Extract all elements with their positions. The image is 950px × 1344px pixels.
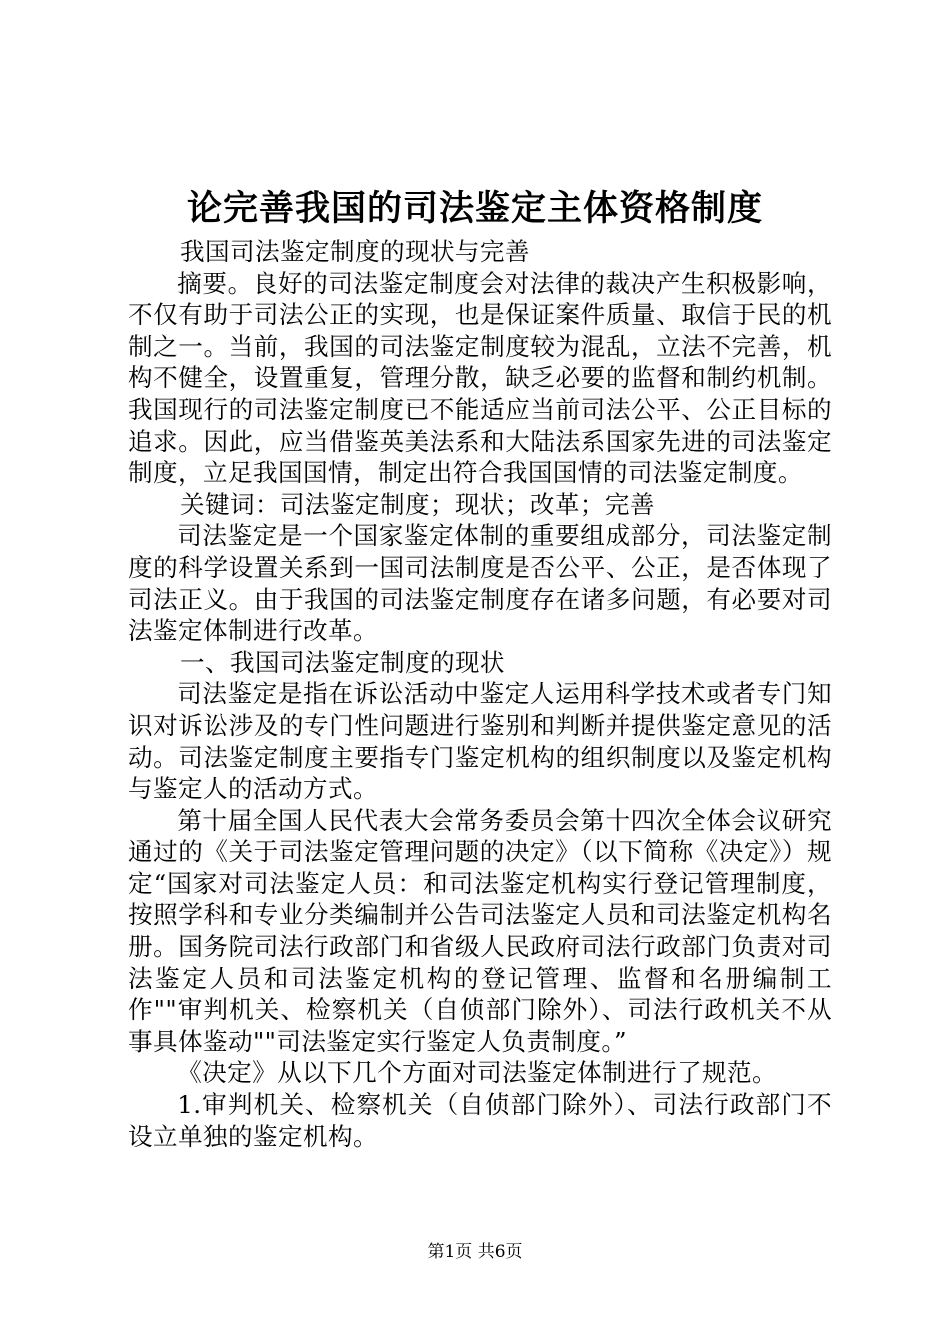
list-item: 1.审判机关、检察机关（自侦部门除外）、司法行政部门不设立单独的鉴定机构。 xyxy=(128,1090,832,1151)
aspects-paragraph: 《决定》从以下几个方面对司法鉴定体制进行了规范。 xyxy=(177,1058,778,1088)
decision-paragraph: 第十届全国人民代表大会常务委员会第十四次全体会议研究通过的《关于司法鉴定管理问题的决定》（以下简称《决定》）规定“国家对司法鉴定人员：和司法鉴定机构实行登记管理制度，按照学科和专业分类编制并公告司法鉴定人员和司法鉴定机构名册。国务院司法行政部门和省级人民政府司法行政部门负责对司法鉴定人员和司法鉴定机构的登记管理、监督和名册编制工作""审判机关、检察机关（自侦部门除外）、司法行政机关不从事具体鉴动""司法鉴定实行鉴定人负责制度。” xyxy=(128,805,832,1056)
section-heading: 一、我国司法鉴定制度的现状 xyxy=(180,647,505,677)
document-title: 论完善我国的司法鉴定主体资格制度 xyxy=(186,188,763,229)
subtitle: 我国司法鉴定制度的现状与完善 xyxy=(180,237,530,266)
document-body xyxy=(128,236,832,1152)
keywords-line: 关键词：司法鉴定制度；现状；改革；完善 xyxy=(180,489,655,519)
definition-paragraph: 司法鉴定是指在诉讼活动中鉴定人运用科学技术或者专门知识对诉讼涉及的专门性问题进行鉴别和判断并提供鉴定意见的活动。司法鉴定制度主要指专门鉴定机构的组织制度以及鉴定机构与鉴定人的活动方式。 xyxy=(128,679,832,804)
abstract-paragraph: 摘要。良好的司法鉴定制度会对法律的裁决产生积极影响，不仅有助于司法公正的实现，也是保证案件质量、取信于民的机制之一。当前，我国的司法鉴定制度较为混乱，立法不完善，机构不健全，设置重复，管理分散，缺乏必要的监督和制约机制。我国现行的司法鉴定制度已不能适应当前司法公平、公正目标的追求。因此，应当借鉴英美法系和大陆法系国家先进的司法鉴定制度，立足我国国情，制定出符合我国国情的司法鉴定制度。 xyxy=(128,268,832,488)
page-number-footer: 第1页 共6页 xyxy=(427,1242,523,1262)
intro-paragraph: 司法鉴定是一个国家鉴定体制的重要组成部分，司法鉴定制度的科学设置关系到一国司法制度是否公平、公正，是否体现了司法正义。由于我国的司法鉴定制度存在诸多问题，有必要对司法鉴定体制进行改革。 xyxy=(128,521,832,646)
